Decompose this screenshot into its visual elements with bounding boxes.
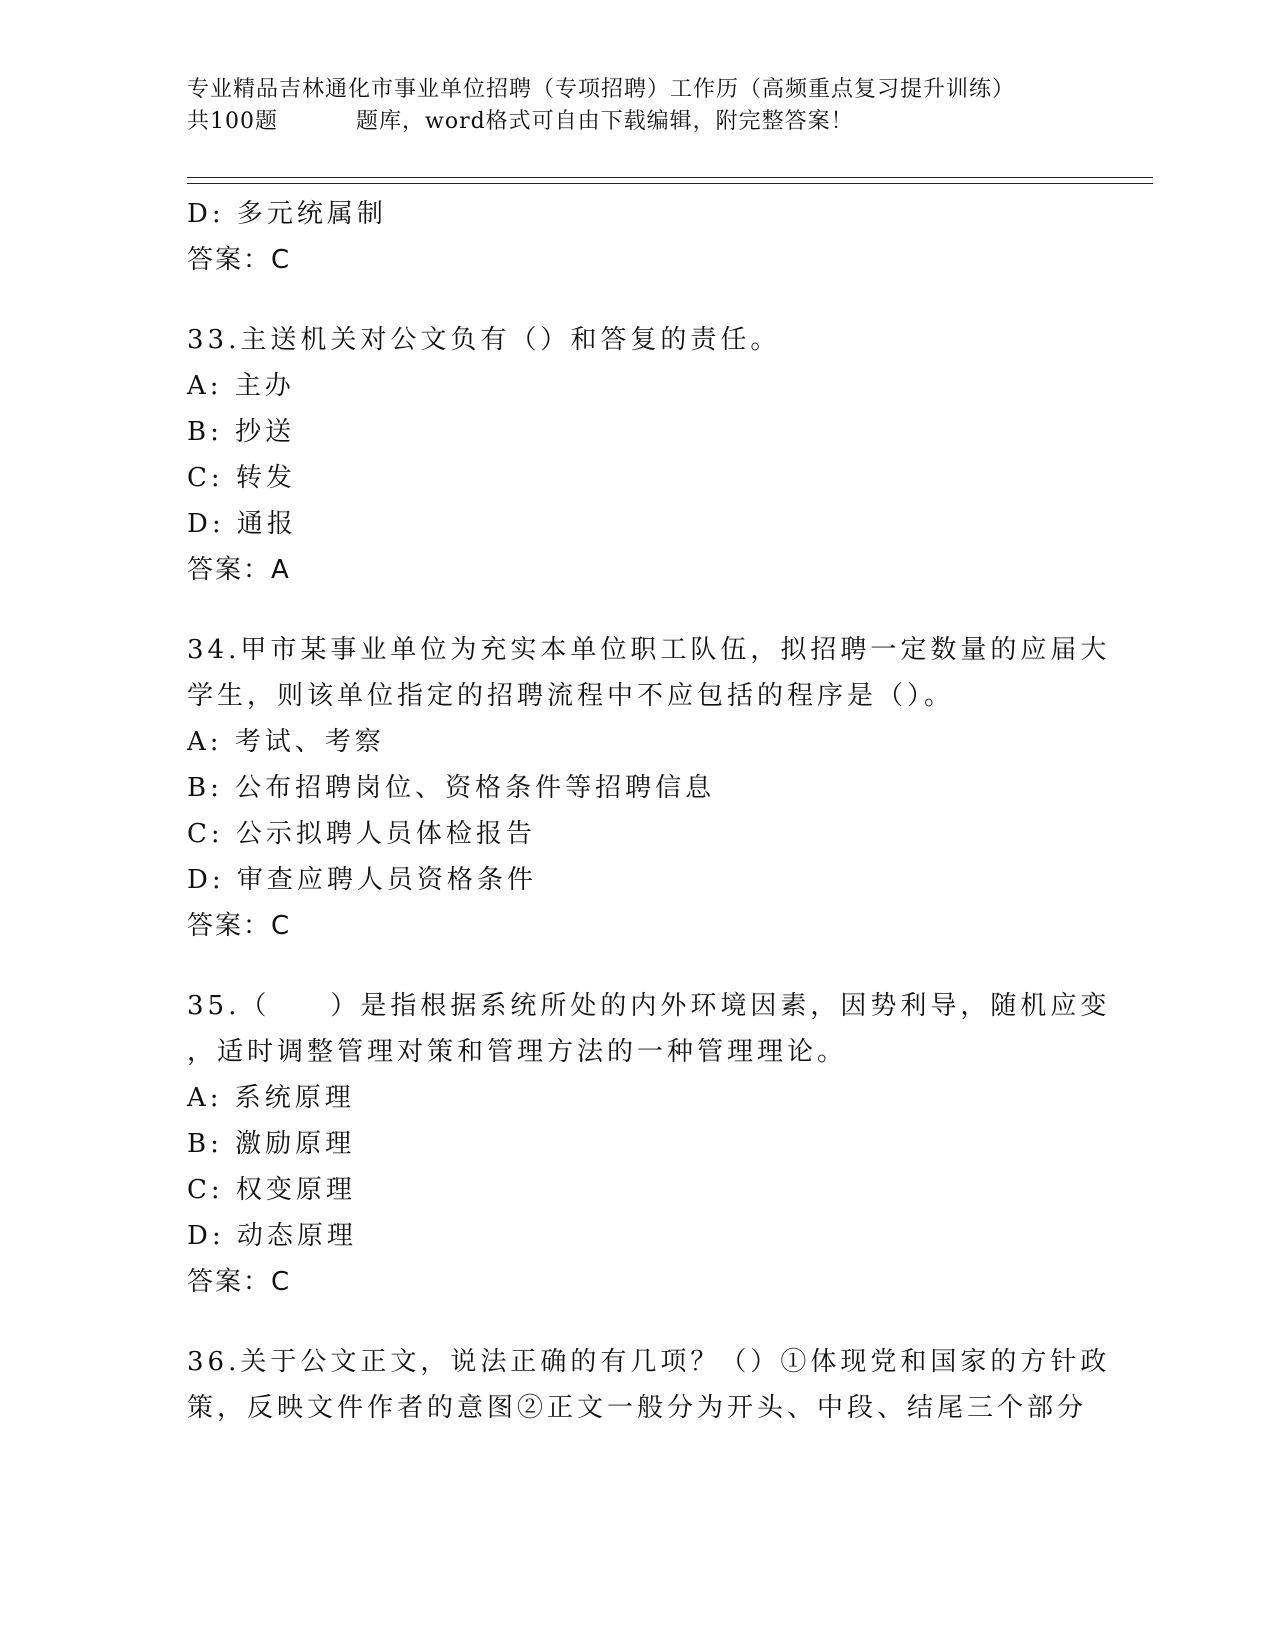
question-stem: 35.（ ）是指根据系统所处的内外环境因素，因势利导，随机应变 <box>187 991 1111 1021</box>
option-a: A: 考试、考察 <box>187 727 385 757</box>
header-subtitle <box>187 106 1147 138</box>
question-stem: 学生，则该单位指定的招聘流程中不应包括的程序是（）。 <box>187 681 955 711</box>
option-a: A: 系统原理 <box>187 1083 355 1113</box>
option-a: A: 主办 <box>187 371 295 401</box>
question-34 <box>187 627 1111 949</box>
answer: 答案：A <box>187 555 291 585</box>
page-header <box>187 74 1147 138</box>
question-stem: 36.关于公文正文，说法正确的有几项？（）①体现党和国家的方针政 <box>187 1347 1111 1377</box>
header-note: 题库，word格式可自由下载编辑，附完整答案！ <box>356 109 854 134</box>
question-stem: 33.主送机关对公文负有（）和答复的责任。 <box>187 325 781 355</box>
option-c: C: 公示拟聘人员体检报告 <box>187 819 536 849</box>
answer: 答案：C <box>187 245 292 275</box>
question-stem: 34.甲市某事业单位为充实本单位职工队伍，拟招聘一定数量的应届大 <box>187 635 1111 665</box>
option-c: C: 转发 <box>187 463 296 493</box>
option-b: B: 抄送 <box>187 417 296 447</box>
option-d: D: 审查应聘人员资格条件 <box>187 865 537 895</box>
answer: 答案：C <box>187 1267 292 1297</box>
document-body <box>187 191 1111 1431</box>
question-stem: ，适时调整管理对策和管理方法的一种管理理论。 <box>187 1037 848 1067</box>
header-divider-thick <box>187 177 1153 178</box>
option-b: B: 公布招聘岗位、资格条件等招聘信息 <box>187 773 716 803</box>
option-d: D: 动态原理 <box>187 1221 357 1251</box>
question-36 <box>187 1339 1111 1431</box>
header-divider-thin <box>187 183 1153 184</box>
question-35 <box>187 983 1111 1305</box>
header-title: 专业精品吉林通化市事业单位招聘（专项招聘）工作历（高频重点复习提升训练） <box>187 77 1016 102</box>
question-stem: 策，反映文件作者的意图②正文一般分为开头、中段、结尾三个部分 <box>187 1393 1088 1423</box>
header-count: 共100题 <box>187 109 278 134</box>
option-d: D: 多元统属制 <box>187 199 387 229</box>
question-33 <box>187 317 1067 593</box>
option-c: C: 权变原理 <box>187 1175 356 1205</box>
option-b: B: 激励原理 <box>187 1129 356 1159</box>
answer: 答案：C <box>187 911 292 941</box>
option-d: D: 通报 <box>187 509 297 539</box>
